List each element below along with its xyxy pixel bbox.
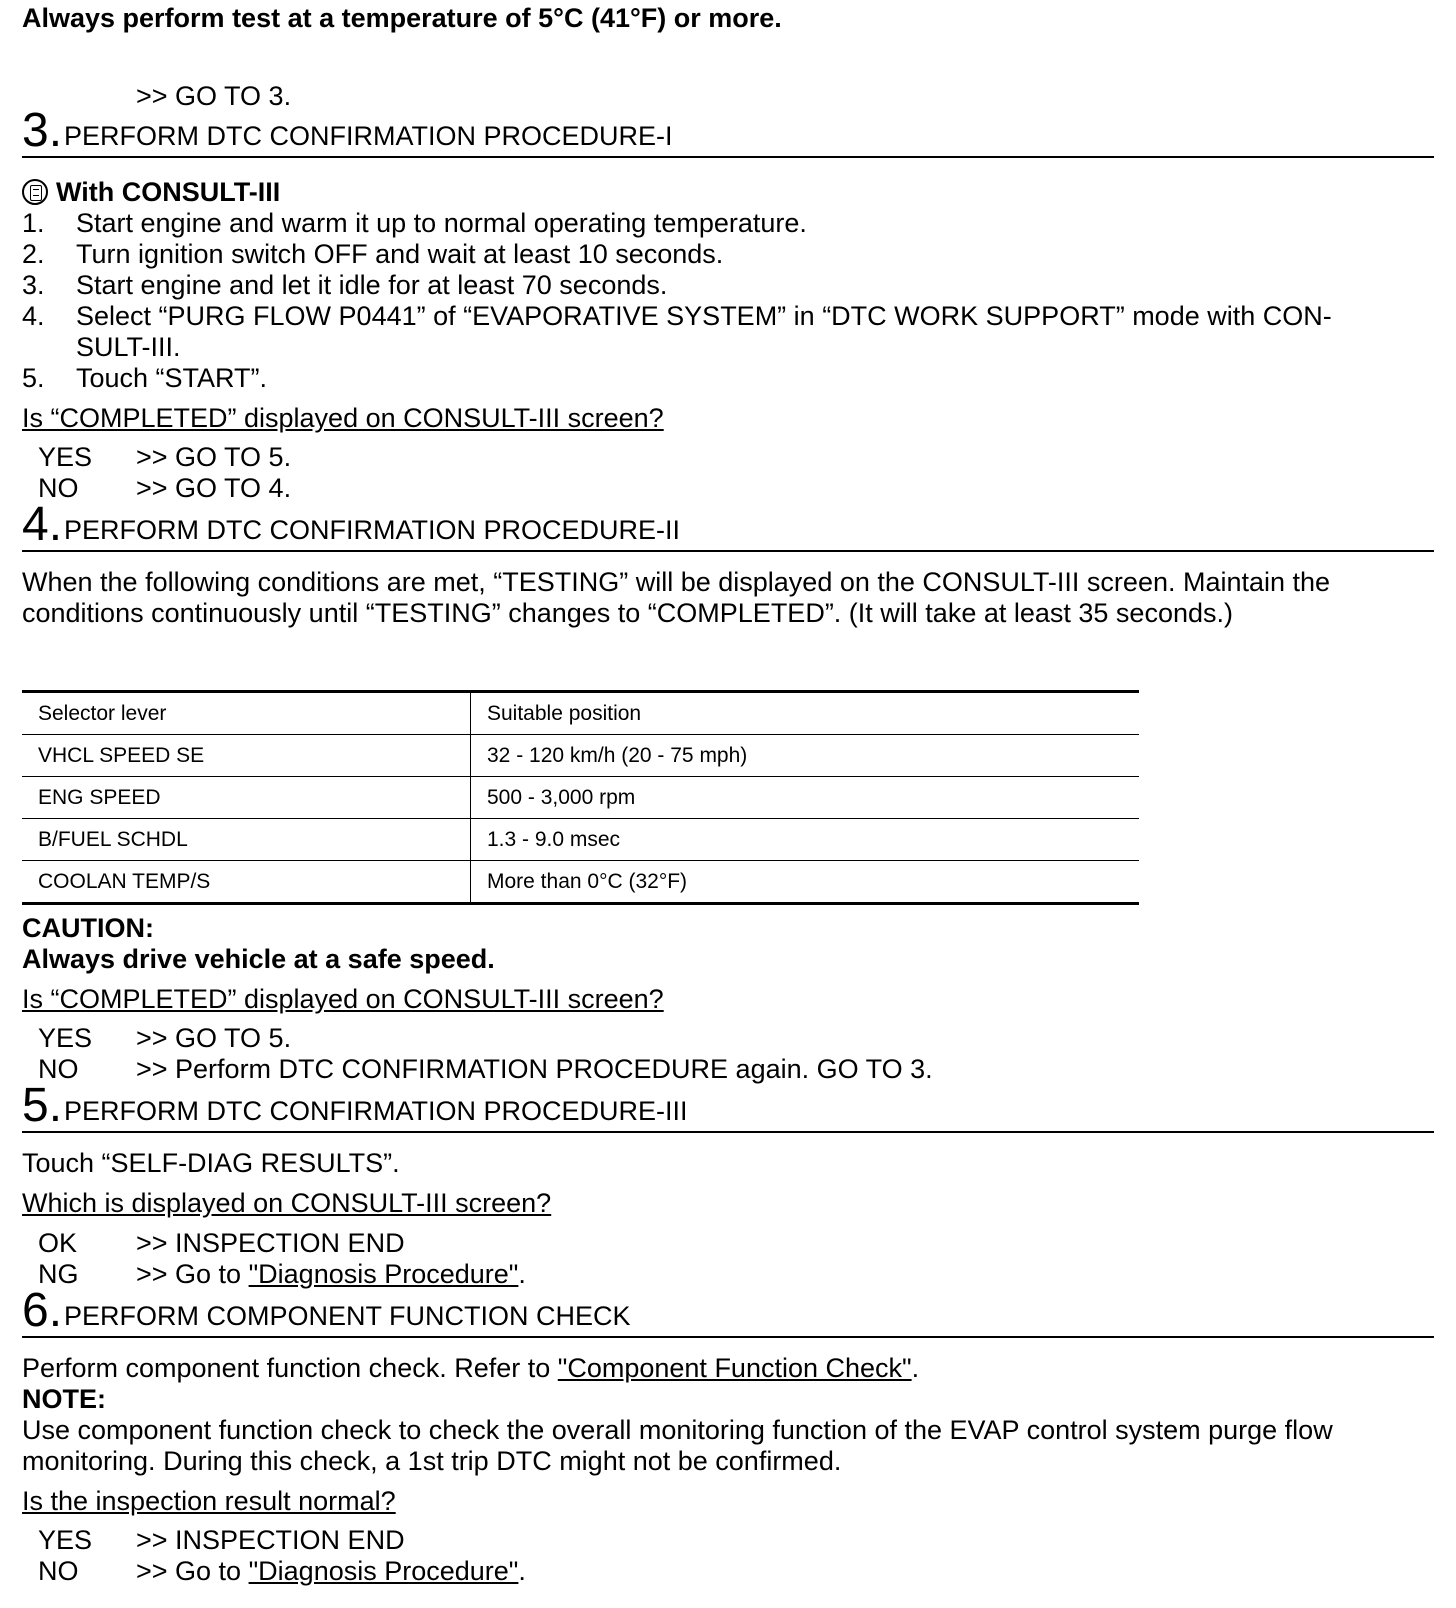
step-title: PERFORM DTC CONFIRMATION PROCEDURE-III	[64, 1096, 688, 1126]
answer-suffix: .	[518, 1259, 526, 1289]
table-row	[22, 861, 1139, 904]
step-title: PERFORM DTC CONFIRMATION PROCEDURE-I	[64, 121, 673, 151]
table-cell: 1.3 - 9.0 msec	[471, 819, 1140, 861]
caution-text: Always drive vehicle at a safe speed.	[22, 944, 495, 974]
step-number: 6.	[22, 1284, 63, 1337]
table-cell: Selector lever	[22, 692, 471, 735]
answer-key: NG	[38, 1259, 79, 1289]
step-title: PERFORM COMPONENT FUNCTION CHECK	[64, 1301, 631, 1331]
answer-key: OK	[38, 1228, 78, 1258]
step-4-intro-line-1: When the following conditions are met, “TESTING” will be displayed on the CONSULT-III screen. Maintain the	[22, 567, 1331, 597]
step-4-intro-line-2: conditions continuously until “TESTING” changes to “COMPLETED”. (It will take at least 35 seconds.)	[22, 598, 1233, 628]
list-text: Turn ignition switch OFF and wait at least 10 seconds.	[76, 239, 724, 269]
step-6-question: Is the inspection result normal?	[22, 1486, 396, 1516]
list-text: Select “PURG FLOW P0441” of “EVAPORATIVE SYSTEM” in “DTC WORK SUPPORT” mode with CON-	[76, 301, 1332, 331]
answer-value: >> INSPECTION END	[136, 1525, 405, 1555]
step-6-header	[22, 1286, 1434, 1338]
table-cell: ENG SPEED	[22, 777, 471, 819]
answer-prefix: >> Go to	[136, 1556, 249, 1586]
table-row	[22, 819, 1139, 861]
list-text: Start engine and warm it up to normal operating temperature.	[76, 208, 807, 238]
list-number: 5.	[22, 363, 45, 393]
table-cell: B/FUEL SCHDL	[22, 819, 471, 861]
step-5-instruction: Touch “SELF-DIAG RESULTS”.	[22, 1148, 400, 1178]
step-3-header	[22, 106, 1434, 158]
list-number: 2.	[22, 239, 45, 269]
caution-label: CAUTION:	[22, 913, 154, 943]
table-cell: COOLAN TEMP/S	[22, 861, 471, 904]
conditions-table	[22, 690, 1139, 905]
list-text: SULT-III.	[76, 332, 181, 362]
answer-key: YES	[38, 442, 93, 472]
component-function-check-link[interactable]: "Component Function Check"	[557, 1353, 912, 1383]
answer-value: >> GO TO 4.	[136, 473, 292, 503]
list-text: Touch “START”.	[76, 363, 268, 393]
answer-value: >> GO TO 5.	[136, 442, 292, 472]
step-5-header	[22, 1081, 1434, 1133]
table-cell: 500 - 3,000 rpm	[471, 777, 1140, 819]
step-5-question: Which is displayed on CONSULT-III screen?	[22, 1188, 552, 1218]
list-number: 4.	[22, 301, 45, 331]
table-cell: 32 - 120 km/h (20 - 75 mph)	[471, 735, 1140, 777]
note-line-2: monitoring. During this check, a 1st trip DTC might not be confirmed.	[22, 1446, 842, 1476]
answer-value: >> GO TO 5.	[136, 1023, 292, 1053]
answer-suffix: .	[518, 1556, 526, 1586]
step-4-header	[22, 500, 1434, 552]
goto-instruction: >> GO TO 3.	[136, 81, 292, 111]
answer-key: YES	[38, 1525, 93, 1555]
table-cell: VHCL SPEED SE	[22, 735, 471, 777]
step-number: 4.	[22, 498, 63, 551]
answer-key: NO	[38, 473, 79, 503]
table-cell: More than 0°C (32°F)	[487, 869, 688, 893]
step-number: 3.	[22, 104, 63, 157]
list-text: Start engine and let it idle for at least 70 seconds.	[76, 270, 668, 300]
instruction-prefix: Perform component function check. Refer to	[22, 1353, 558, 1383]
table-row	[22, 692, 1139, 735]
note-line-1: Use component function check to check the overall monitoring function of the EVAP control system purge flow	[22, 1415, 1333, 1445]
answer-key: NO	[38, 1556, 79, 1586]
table-cell: Suitable position	[471, 692, 1140, 735]
list-number: 3.	[22, 270, 45, 300]
answer-value: >> INSPECTION END	[136, 1228, 405, 1258]
table-row	[22, 735, 1139, 777]
answer-key: YES	[38, 1023, 93, 1053]
step-3-question: Is “COMPLETED” displayed on CONSULT-III screen?	[22, 403, 664, 433]
answer-key: NO	[38, 1054, 79, 1084]
diagnosis-procedure-link[interactable]: "Diagnosis Procedure"	[248, 1556, 519, 1586]
answer-value: >> Perform DTC CONFIRMATION PROCEDURE again. GO TO 3.	[136, 1054, 933, 1084]
step-title: PERFORM DTC CONFIRMATION PROCEDURE-II	[64, 515, 680, 545]
temperature-caution: Always perform test at a temperature of 5°C (41°F) or more.	[22, 3, 782, 33]
list-number: 1.	[22, 208, 45, 238]
step-6-instruction	[22, 1352, 919, 1384]
instruction-suffix: .	[911, 1353, 920, 1383]
with-consult-heading	[22, 176, 280, 208]
step-number: 5.	[22, 1079, 63, 1132]
table-row	[22, 777, 1139, 819]
step-4-question: Is “COMPLETED” displayed on CONSULT-III screen?	[22, 984, 664, 1014]
answer-value	[136, 1555, 526, 1587]
with-consult-label: With CONSULT-III	[56, 177, 281, 207]
consult-device-icon	[22, 179, 48, 205]
diagnosis-procedure-link[interactable]: "Diagnosis Procedure"	[248, 1259, 519, 1289]
note-label: NOTE:	[22, 1384, 106, 1414]
answer-prefix: >> Go to	[136, 1259, 249, 1289]
